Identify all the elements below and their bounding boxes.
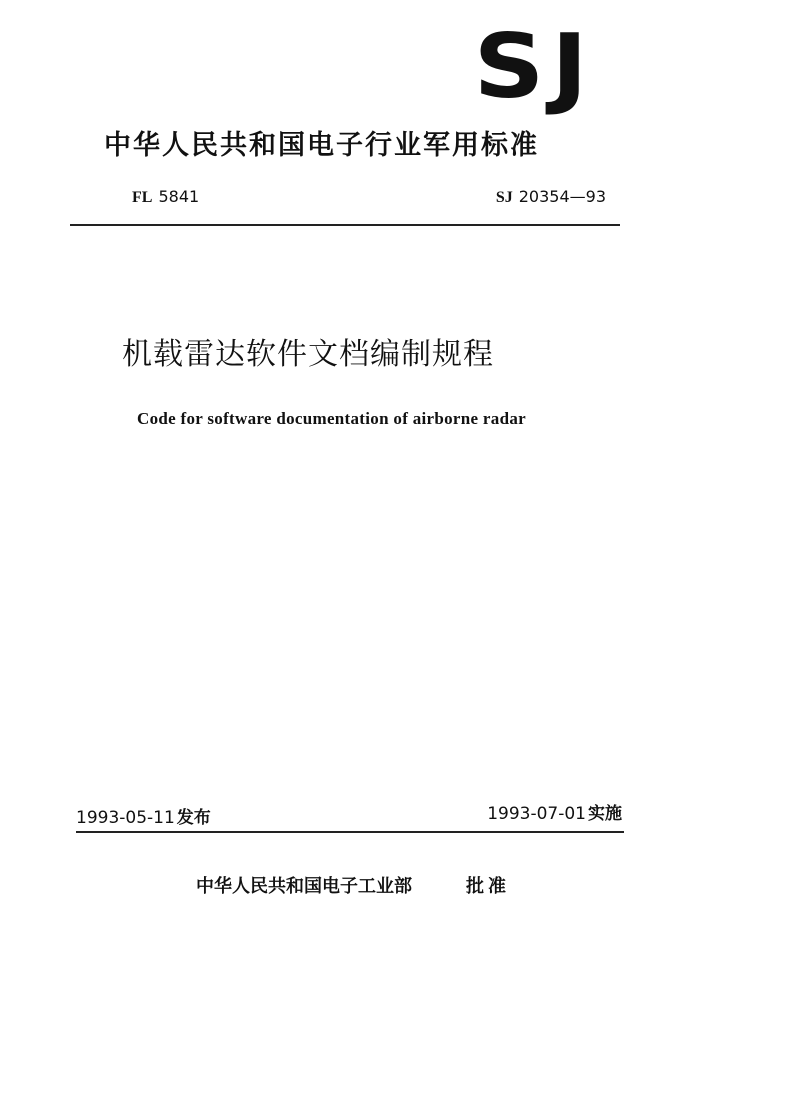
effective-date: 1993-07-01 [487, 804, 586, 824]
classification-code [132, 186, 199, 209]
standard-number: 20354—93 [518, 187, 606, 206]
classification-number: 5841 [158, 187, 200, 206]
approval-label: 批准 [466, 876, 510, 897]
header-divider [70, 224, 620, 226]
classification-prefix: FL [132, 189, 153, 206]
issue-date-line [76, 806, 211, 830]
standard-series-title: 中华人民共和国电子行业军用标准 [104, 130, 539, 161]
effective-label: 实施 [588, 804, 622, 824]
standard-prefix: SJ [495, 189, 513, 206]
standard-code [496, 186, 606, 209]
sj-logo: SJ [473, 15, 595, 118]
document-subtitle: Code for software documentation of airborne radar [137, 409, 526, 428]
approving-authority: 中华人民共和国电子工业部 [196, 876, 412, 897]
effective-date-line [487, 802, 622, 826]
issue-date: 1993-05-11 [76, 808, 175, 828]
issue-label: 发布 [176, 808, 211, 828]
footer-divider [76, 831, 624, 833]
document-title: 机载雷达软件文档编制规程 [122, 337, 494, 372]
